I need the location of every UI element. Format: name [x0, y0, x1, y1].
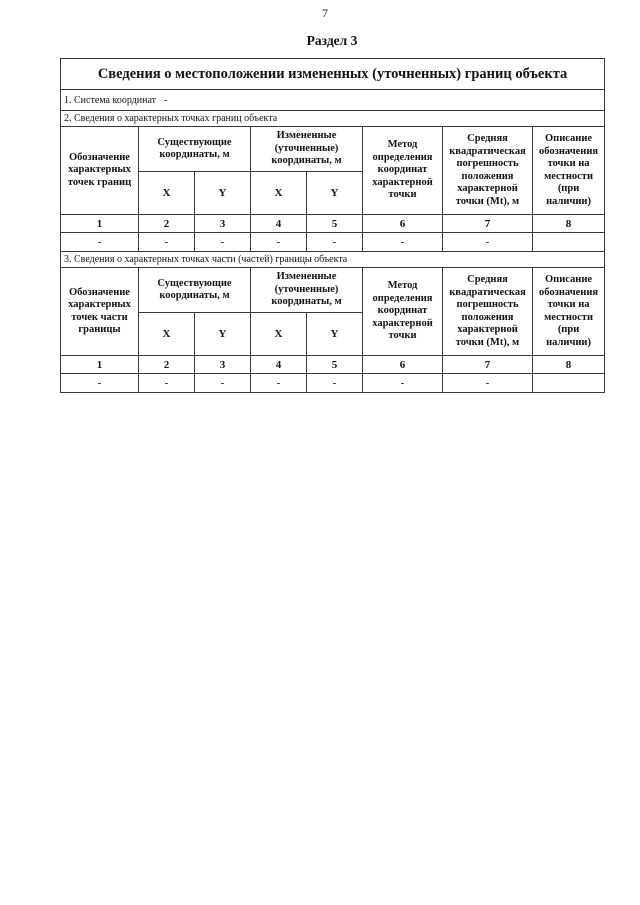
table-cell: - — [251, 374, 307, 393]
table-cell: - — [251, 233, 307, 252]
points-caption-row — [61, 111, 605, 127]
points-caption: 2. Сведения о характерных точках границ объекта — [61, 111, 605, 127]
points-changed-y-header: Y — [307, 172, 363, 215]
part-points-changed-y-header: Y — [307, 313, 363, 356]
column-number: 6 — [363, 356, 443, 374]
part-points-existing-y-header: Y — [195, 313, 251, 356]
points-method-header: Метод определения координат характерной точки — [363, 127, 443, 215]
table-cell-empty — [533, 233, 605, 252]
column-number: 7 — [443, 356, 533, 374]
part-points-column-numbers-row — [61, 356, 605, 374]
coordinate-system-value: - — [164, 94, 168, 106]
table-title-row — [61, 59, 605, 90]
column-number: 1 — [61, 215, 139, 233]
table-cell: - — [61, 374, 139, 393]
part-points-header-row — [61, 268, 605, 313]
points-changed-coords-header: Измененные (уточненные) координаты, м — [251, 127, 363, 172]
part-points-existing-x-header: X — [139, 313, 195, 356]
column-number: 6 — [363, 215, 443, 233]
table-cell: - — [61, 233, 139, 252]
points-existing-coords-header: Существующие координаты, м — [139, 127, 251, 172]
column-number: 4 — [251, 356, 307, 374]
points-existing-y-header: Y — [195, 172, 251, 215]
column-number: 5 — [307, 356, 363, 374]
column-number: 4 — [251, 215, 307, 233]
table-cell: - — [307, 233, 363, 252]
points-designation-header: Обозначение характерных точек границ — [61, 127, 139, 215]
table-cell: - — [443, 233, 533, 252]
table-cell: - — [363, 374, 443, 393]
column-number: 3 — [195, 356, 251, 374]
part-points-method-header: Метод определения координат характерной точки — [363, 268, 443, 356]
table-cell: - — [195, 374, 251, 393]
column-number: 5 — [307, 215, 363, 233]
part-points-description-header: Описание обозначения точки на местности (при наличии) — [533, 268, 605, 356]
section-title: Раздел 3 — [306, 33, 358, 48]
column-number: 8 — [533, 356, 605, 374]
part-points-existing-coords-header: Существующие координаты, м — [139, 268, 251, 313]
points-existing-x-header: X — [139, 172, 195, 215]
table-cell: - — [195, 233, 251, 252]
points-header-row — [61, 127, 605, 172]
table-cell: - — [307, 374, 363, 393]
part-points-caption-row — [61, 252, 605, 268]
part-points-designation-header: Обозначение характерных точек части границы — [61, 268, 139, 356]
part-points-error-header: Средняя квадратическая погрешность положения характерной точки (Mt), м — [443, 268, 533, 356]
column-number: 7 — [443, 215, 533, 233]
points-column-numbers-row — [61, 215, 605, 233]
boundary-table — [60, 58, 605, 393]
page-number: 7 — [322, 6, 328, 20]
column-number: 2 — [139, 356, 195, 374]
points-error-header: Средняя квадратическая погрешность положения характерной точки (Mt), м — [443, 127, 533, 215]
part-points-caption: 3. Сведения о характерных точках части (частей) границы объекта — [61, 252, 605, 268]
column-number: 2 — [139, 215, 195, 233]
table-row — [61, 374, 605, 393]
part-points-changed-x-header: X — [251, 313, 307, 356]
coordinate-system-label: 1. Система координат — [64, 94, 157, 106]
coordinate-system-row — [61, 90, 605, 111]
points-changed-x-header: X — [251, 172, 307, 215]
part-points-changed-coords-header: Измененные (уточненные) координаты, м — [251, 268, 363, 313]
column-number: 8 — [533, 215, 605, 233]
table-cell: - — [139, 374, 195, 393]
column-number: 3 — [195, 215, 251, 233]
coordinate-system-cell — [61, 90, 605, 111]
table-cell: - — [443, 374, 533, 393]
table-cell: - — [363, 233, 443, 252]
table-row — [61, 233, 605, 252]
table-title: Сведения о местоположении измененных (уточненных) границ объекта — [61, 59, 605, 90]
table-cell: - — [139, 233, 195, 252]
table-cell-empty — [533, 374, 605, 393]
column-number: 1 — [61, 356, 139, 374]
points-description-header: Описание обозначения точки на местности (при наличии) — [533, 127, 605, 215]
